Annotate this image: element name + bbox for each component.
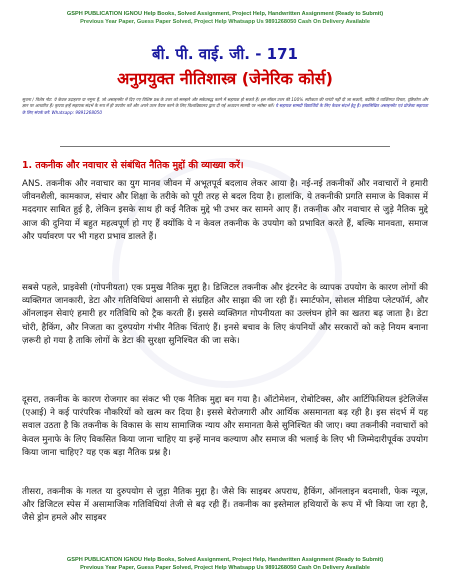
- question-heading: 1. तकनीक और नवाचार से संबंधित नैतिक मुद्दों की व्याख्या करें।: [22, 160, 244, 171]
- notice-contact: ये सहायक सामग्री विद्यार्थियों के लिए केवल संदर्भ हेतु हैं। हस्तलिखित असाइनमेंट एवं प्रोजेक्ट सहायता के लिए संपर्क करें: Whatsapp: 9891268050: [22, 103, 428, 115]
- course-title: अनुप्रयुक्त नीतिशास्त्र (जेनेरिक कोर्स): [117, 69, 333, 88]
- publisher-header: [16, 10, 434, 26]
- answer-paragraph: तीसरा, तकनीक के गलत या दुरुपयोग से जुड़ा नैतिक मुद्दा है। जैसे कि साइबर अपराध, हैकिंग, ऑनलाइन बदमाशी, फेक न्यूज़, और डिजिटल स्पेस में असामाजिक गतिविधियां तेजी से बढ़ रही हैं। तकनीक का इस्तेमाल हथियारों के रूप में भी किया जा रहा है, जैसे ड्रोन हमले और साइबर: [22, 487, 428, 524]
- answer-paragraph: सबसे पहले, प्राइवेसी (गोपनीयता) एक प्रमुख नैतिक मुद्दा है। डिजिटल तकनीक और इंटरनेट के व्यापक उपयोग के कारण लोगों की व्यक्तिगत जानकारी, डेटा और गतिविधियां आसानी से संग्रहित और साझा की जा रही हैं। स्मार्टफोन, सोशल मीडिया प्लेटफॉर्म, और ऑनलाइन सेवाएं हमारी हर गतिविधि को ट्रैक करती हैं। इससे व्यक्तिगत गोपनीयता का उल्लंघन होने का खतरा बढ़ जाता है। डेटा चोरी, हैकिंग, और निजता का दुरुपयोग गंभीर नैतिक चिंताएं हैं। इनसे बचाव के लिए कंपनियों और सरकारों को कड़े नियम बनाना ज़रूरी हो गया है ताकि लोगों के डेटा की सुरक्षा सुनिश्चित की जा सके।: [22, 283, 428, 346]
- paragraph-text: तकनीक और नवाचार का युग मानव जीवन में अभूतपूर्व बदलाव लेकर आया है। नई-नई तकनीकों और नवाचारों ने हमारी जीवनशैली, कामकाज, संचार और शिक्षा के तरीके को पूरी तरह से बदल दिया है। हालांकि, ये तकनीकी प्रगति समाज के विकास में मददगार साबित हुई है, लेकिन इसके साथ ही कई नैतिक मुद्दे भी उभर कर सामने आए हैं। तकनीक और नवाचार से जुड़े नैतिक मुद्दे आज की दुनिया में बहुत महत्वपूर्ण हो गए हैं क्योंकि ये न केवल तकनीक के उपयोग को प्रभावित करते हैं, बल्कि मानवता, समाज और पर्यावरण पर भी गहरा प्रभाव डालते हैं।: [22, 179, 429, 242]
- header-line-2: Previous Year Paper, Guess Paper Solved, Project Help Whatsapp Us 9891268050 Cash On Delivery Available: [80, 19, 370, 25]
- course-code: बी. पी. वाई. जी. - 171: [152, 45, 298, 63]
- answer-label: ANS.: [22, 179, 43, 189]
- answer-paragraph: दूसरा, तकनीक के कारण रोजगार का संकट भी एक नैतिक मुद्दा बन गया है। ऑटोमेशन, रोबोटिक्स, और आर्टिफिशियल इंटेलिजेंस (एआई) ने कई पारंपरिक नौकरियों को खत्म कर दिया है। इससे बेरोजगारी और आर्थिक असमानता बढ़ रही है। इस संदर्भ में यह सवाल उठता है कि तकनीक के विकास के साथ सामाजिक न्याय और समानता कैसे सुनिश्चित की जाए। क्या तकनीकी नवाचारों को केवल मुनाफे के लिए विकसित किया जाना चाहिए या इन्हें मानव कल्याण और समाज की भलाई के लिए भी जिम्मेदारीपूर्वक उपयोग किया जाना चाहिए? यह एक बड़ा नैतिक प्रश्न है।: [22, 395, 428, 458]
- footer-line-1: GSPH PUBLICATION IGNOU Help Books, Solved Assignment, Project Help, Handwritten Assignment (Ready to Submit): [66, 557, 384, 563]
- divider: [60, 146, 390, 147]
- answer-paragraph: [22, 178, 428, 282]
- publisher-footer: [16, 556, 434, 572]
- notice-text: सूचना / विशेष नोट: ये केवल उदाहरण या नमूना हैं, जो असाइनमेंट में दिए गए विशिष्ट प्रश्न के उत्तर को समझने और सकेतबद्ध करने में सहायक हो सकते हैं। इस मॉडल उत्तर की 100% सटीकता की गारंटी नहीं दी जा सकती, क्योंकि ये व्यक्तिगत विचार, दृष्टिकोण और ज्ञान पर आधारित हैं। कृपया इन्हें सहायक संदर्भ के रूप में ही उपयोग करें और अपने उत्तर तैयार करने के लिए विश्वविद्यालय द्वारा दी गई अध्ययन सामग्री पर भरोसा करें।: [22, 97, 428, 109]
- disclaimer-notice: [22, 97, 428, 116]
- header-line-1: GSPH PUBLICATION IGNOU Help Books, Solved Assignment, Project Help, Handwritten Assignment (Ready to Submit): [66, 11, 384, 17]
- footer-line-2: Previous Year Paper, Guess Paper Solved, Project Help Whatsapp Us 9891268050 Cash On Delivery Available: [80, 565, 370, 571]
- answer-body: [22, 178, 428, 526]
